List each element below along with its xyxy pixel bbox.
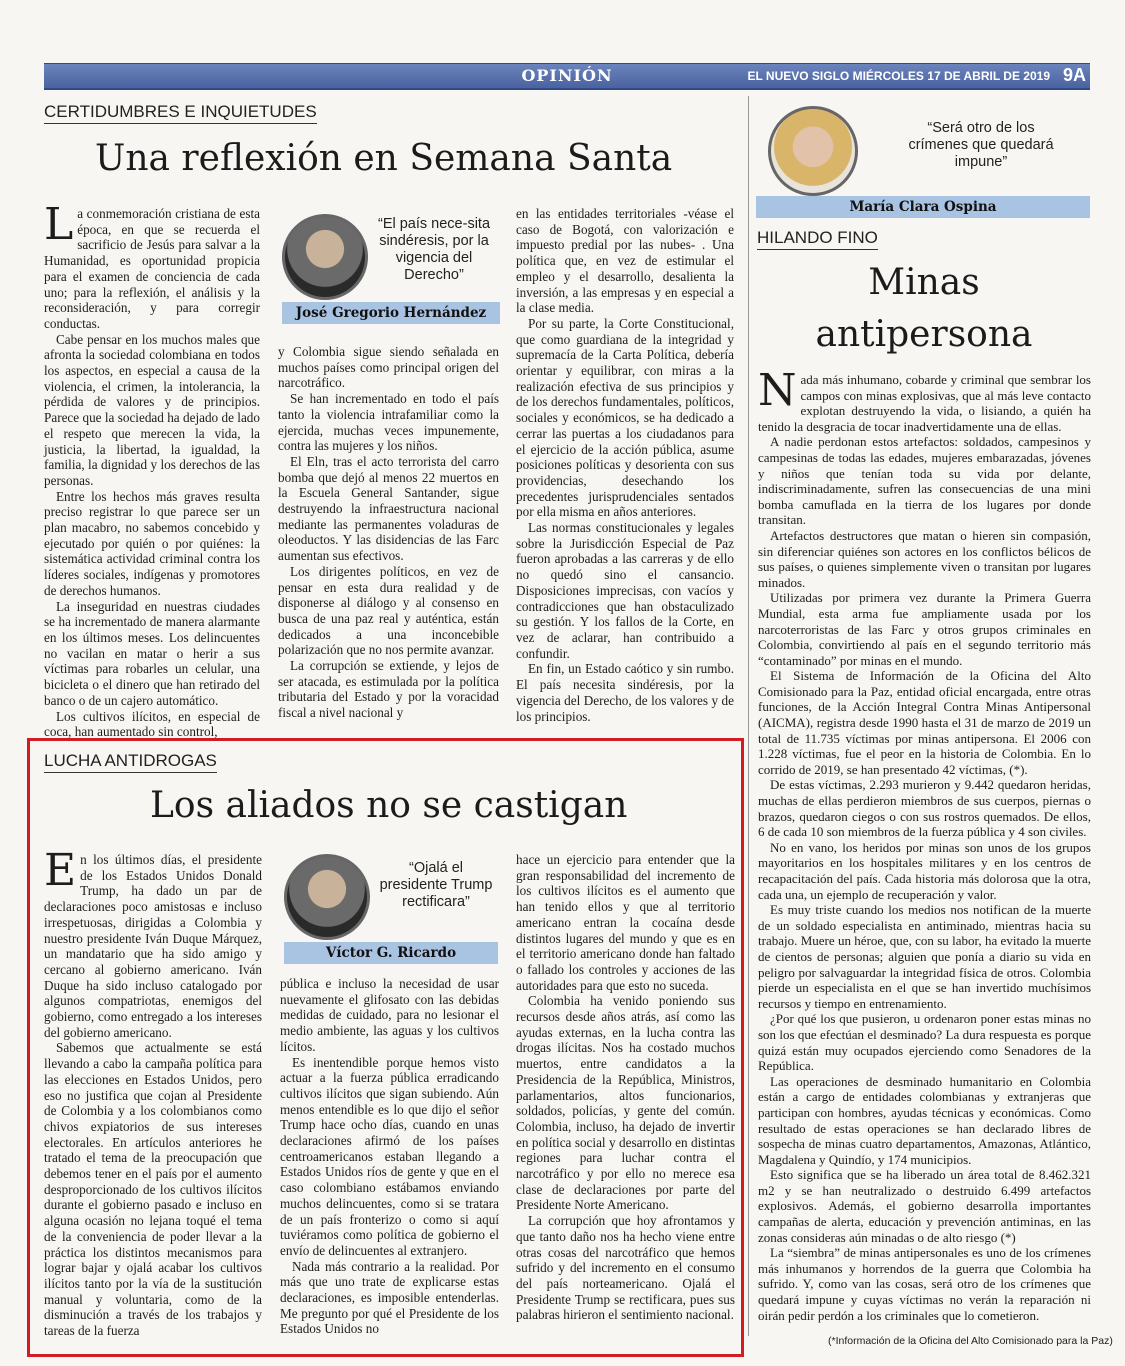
section-name: OPINIÓN — [521, 66, 613, 85]
article3-pull-quote: “Será otro de los crímenes que quedará impune” — [908, 120, 1054, 170]
article3-paragraph: Las operaciones de desminado humanitario en Colombia están a cargo de entidades colombianas y extranjeras que participan con hombres, ayudas técnicas y económicas. Como resultado de estas operaciones se han declarado libres de sospecha de minas cuatro departamentos, Amazonas, Atlántico, Magdalena y Quindío, y 174 municipios. — [758, 1073, 1091, 1167]
article2-column-1 — [44, 845, 262, 1348]
article1-pull-quote: “El país nece-sita sindéresis, por la vigencia del Derecho” — [377, 216, 491, 283]
page-number: 9A — [1062, 65, 1086, 85]
article1-paragraph: Entre los hechos más graves resulta preciso registrar lo que parece ser un plan macabro, no sabemos concebido y ejecutado por quién o por quiénes: la sistemática actividad criminal contra los líderes sociales, indígenas y promotores de derechos humanos. — [44, 488, 260, 598]
article3-kicker-wrap — [757, 228, 878, 250]
article3-dropcap: N — [758, 365, 797, 416]
article1-column-3 — [516, 206, 734, 728]
author-portrait — [768, 106, 858, 196]
article3-footnote: (*Información de la Oficina del Alto Comisionado para la Paz) — [828, 1335, 1113, 1347]
article1-paragraph: El Eln, tras el acto terrorista del carro bomba que dejó al menos 22 muertos en la Escuela General Santander, sigue destruyendo la infraestructura nacional mediante las permanentes voladuras de oleoductos. Y las disidencias de las Farc aumentan sus efectivos. — [278, 453, 499, 564]
article3-paragraph: Es muy triste cuando los medios nos notifican de la muerte de un soldado especialista en antiminado, mientras hacia su trabajo. Muere un héroe, que, con su labor, ha evitado la muerte de cientos de personas; alguien que ponía a diario su vida en peligro por salvaguardar la integridad física de otros. Colombia pierde un especialista en el que se han invertido muchísimos recursos y tiempo en entrenamiento. — [758, 902, 1091, 1011]
article3-author-name: María Clara Ospina — [756, 196, 1090, 218]
article1-author-box — [278, 206, 500, 326]
article2-author-box — [280, 848, 500, 964]
article1-kicker-wrap — [44, 102, 317, 124]
author-portrait — [284, 854, 370, 940]
article3-paragraph: ada más inhumano, cobarde y criminal que sembrar los campos con minas explosivas, que al más leve contacto explotan destruyendo la vida, o lisiando, a quién ha tenido la desgracia de tocar inadvertidamente una de ellas. — [758, 372, 1091, 434]
article2-paragraph: hace un ejercicio para entender que la gran responsabilidad del incremento de los cultivos ilícitos es el aumento que han tenido ellos y que al territorio americano entran la cocaína desde distintos lugares del mundo y que es en el territorio americano donde han faltado o fallado los controles y acciones de las autoridades para que esto no suceda. — [516, 852, 735, 993]
article3-paragraph: Esto significa que se ha liberado un área total de 8.462.321 m2 y se han neutralizado o destruido 6.499 artefactos explosivos. Además, el gobierno desarrolla importantes campañas de alerta, educación y prevención antiminas, en las zonas consideras aún minadas o de alto riesgo (*) — [758, 1167, 1091, 1245]
article3-paragraph: El Sistema de Información de la Oficina del Alto Comisionado para la Paz, entidad oficial encargada, entre otras funciones, de la Acción Integral Contra Minas Antipersonal (AICMA), registra desde 1990 hasta el 31 de marzo de 2019 un total de 11.735 víctimas por minas antipersona. El 2006 con 1.228 víctimas, fue el peor en la historia de Colombia. En lo corrido de 2019, se han presentado 42 víctimas, (*). — [758, 668, 1091, 777]
article3-author-box — [756, 100, 1092, 218]
article3-paragraph: Artefactos destructores que matan o hieren sin compasión, sin diferenciar quiénes son actores en los conflictos bélicos de sus países, o quienes simplemente viven o transitan por lugares minados. — [758, 527, 1091, 590]
article3-paragraph: ¿Por qué los que pusieron, u ordenaron poner estas minas no son los que efectúan el desminado? La dura respuesta es porque quizá están muy ocupados ejerciendo como Senadores de la República. — [758, 1011, 1091, 1074]
article1-author-name: José Gregorio Hernández — [282, 302, 500, 324]
article3-paragraph: De estas víctimas, 2.293 murieron y 9.442 quedaron heridas, muchas de ellas perdieron miembros de sus cuerpos, piernas o brazos, quedaron ciegos o con sus rostros quemados. De ellos, 6 de cada 10 son miembros de la fuerza pública y 4 son civiles. — [758, 777, 1091, 840]
article1-paragraph: La inseguridad en nuestras ciudades se ha incrementado de manera alarmante en los últimos meses. Los delincuentes no vacilan en matar o herir a sus víctimas para robarles un celular, una bicicleta o el dinero que han retirado del banco o de un cajero automático. — [44, 598, 260, 708]
article2-paragraph: pública e incluso la necesidad de usar nuevamente el glifosato con las debidas medidas de cuidado, para no lesionar el medio ambiente, las aguas y los cultivos lícitos. — [280, 976, 499, 1054]
article1-paragraph: Los cultivos ilícitos, en especial de coca, han aumentado sin control, — [44, 708, 260, 740]
article2-title: Los aliados no se castigan — [150, 785, 628, 826]
article1-column-2 — [278, 344, 499, 728]
article2-column-2 — [280, 976, 499, 1348]
article3-title-line-1: Minas — [868, 262, 980, 303]
author-portrait — [282, 214, 368, 300]
article1-paragraph: En fin, un Estado caótico y sin rumbo. El país necesita sindéresis, por la vigencia del Derecho, de los valores y de los principios. — [516, 661, 734, 724]
article2-paragraph: Colombia ha venido poniendo sus recursos desde años atrás, así como las ayudas externas, en la lucha contra las drogas ilícitas. Nos ha costado muchos muertos, entre candidatos a la Presidencia de la República, Ministros, parlamentarios, altos funcionarios, soldados, policías, y gente del común. Colombia, incluso, ha dejado de invertir en política social y desarrollo en distintas regiones para luchar contra el narcotráfico y por ello no merece esa clase de declaraciones por parte del Presidente Norte Americano. — [516, 993, 735, 1213]
article3-title-line-2: antipersona — [815, 314, 1033, 355]
article3-kicker: HILANDO FINO — [757, 228, 878, 250]
column-divider — [748, 96, 749, 1336]
article3-paragraph: A nadie perdonan estos artefactos: soldados, campesinos y campesinas de todas las edades, mujeres embarazadas, jóvenes y niños que tenían toda su vida por delante, indiscriminadamente, sufren las consecuencias de una mini bomba camuflada en la tierra de los lugares por donde transitan. — [758, 434, 1091, 528]
article2-paragraph: Es inentendible porque hemos visto actuar a la fuerza pública erradicando cultivos ilícitos que sigan subiendo. Aún menos entendible es lo que dijo el señor Trump hace ocho días, cuando en unas declaraciones afirmó de los países centroamericanos estaban llegando a Estados Unidos ríos de gente y que en el caso colombiano estábamos enviando muchos delincuentes, como si se tratara de un país fronterizo o como si aquí tuviéramos como política de gobierno el envío de delincuentes al extranjero. — [280, 1054, 499, 1258]
article1-column-1 — [44, 199, 260, 740]
article2-dropcap: E — [44, 845, 77, 896]
article1-paragraph: Se han incrementado en todo el país tanto la violencia intrafamiliar como la ejercida, muchas veces impunemente, contra las mujeres y los niños. — [278, 391, 499, 454]
article1-paragraph: La corrupción se extiende, y lejos de ser atacada, es estimulada por la política tributaria del Estado y por la voracidad fiscal a nivel nacional y — [278, 658, 499, 721]
publication-date: EL NUEVO SIGLO MIÉRCOLES 17 DE ABRIL DE 2019 — [747, 69, 1050, 83]
article1-paragraph: Por su parte, la Corte Constitucional, que como guardiana de la integridad y supremacía de la Carta Política, debería orientar y equilibrar, con miras a la realización efectiva de sus principios y de los derechos fundamentales, políticos, sociales y económicos, se ha dedicado a cerrar las puertas a los ciudadanos para el ejercicio de la acción pública, asume posiciones políticas y desorienta con sus providencias, desechando los precedentes jurisprudenciales sentados por ella misma en años anteriores. — [516, 315, 734, 520]
section-header-band — [44, 63, 1090, 90]
article1-kicker: CERTIDUMBRES E INQUIETUDES — [44, 102, 317, 124]
article3-paragraph: La “siembra” de minas antipersonales es uno de los crímenes más inhumanos y horrendos de la guerra que Colombia ha sufrido. Y, como van las cosas, será otro de los crímenes que quedará impune y cuyas víctimas no verán la reparación ni oirán pedir perdón a los criminales que lo cometieron. — [758, 1245, 1091, 1323]
article2-paragraph: Sabemos que actualmente se está llevando a cabo la campaña política para las elecciones en Estados Unidos, pero eso no justifica que cojan al Presidente de Colombia y a los colombianos como chivos expiatorios de sus intereses electorales. En artículos anteriores he tratado el tema de la preocupación que debemos tener en el país por el aumento desproporcionado de los cultivos ilícitos durante el gobierno pasado e incluso en alguna ocasión no lejana toqué el tema de la conveniencia de poder llevar a la práctica los distintos mecanismos para lograr bajar y ojalá acabar los cultivos ilícitos tanto por la vía de la sustitución manual y voluntaria, como de la disminución a través de los trabajos y tareas de la fuerza — [44, 1040, 262, 1339]
article1-dropcap: L — [44, 199, 74, 250]
article2-kicker-wrap — [44, 751, 217, 773]
article1-paragraph: Cabe pensar en los muchos males que afronta la sociedad colombiana en todos los aspectos, en especial a causa de la violencia, el crimen, la intolerancia, la pérdida de valores y de principios. Parece que la sociedad ha dejado de lado el respeto que merecen la vida, la justicia, la libertad, la igualdad, la familia, la dignidad y los derechos de las personas. — [44, 331, 260, 488]
article1-paragraph: Los dirigentes políticos, en vez de pensar en esta dura realidad y de disponerse al diálogo y al consenso en busca de una paz real y auténtica, están dedicados a una inconcebible polarización que no nos permite avanzar. — [278, 563, 499, 658]
article2-paragraph: Nada más contrario a la realidad. Por más que uno trate de explicarse estas declaraciones, es imposible entenderlas. Me pregunto por qué el Presidente de los Estados Unidos no — [280, 1258, 499, 1337]
article2-pull-quote: “Ojalá el presidente Trump rectificara” — [379, 860, 493, 910]
article1-paragraph: a conmemoración cristiana de esta época, en que se recuerda el sacrificio de Jesús para salvar a la Humanidad, es oportunidad propicia para el examen de conciencia de cada uno; para la reflexión, el análisis y la reconsideración, y para corregir conductas. — [44, 206, 260, 331]
article2-author-name: Víctor G. Ricardo — [284, 942, 498, 964]
article1-paragraph: Las normas constitucionales y legales sobre la Jurisdicción Especial de Paz fueron aprobadas a las carreras y de ello no quedó sino el cansancio. Disposiciones imprecisas, con vacíos y contradicciones que han obstaculizado su gestión. Y los fallos de la Corte, en vez de aclarar, han contribuido a confundir. — [516, 520, 734, 661]
article3-column — [758, 365, 1091, 1332]
article1-paragraph: y Colombia sigue siendo señalada en muchos países como principal origen del narcotráfico. — [278, 344, 499, 391]
article2-paragraph: La corrupción que hoy afrontamos y que tanto daño nos ha hecho viene entre otras cosas del narcotráfico que hemos sufrido y del incremento en el consumo del país norteamericano. Ojalá el Presidente Trump se rectificara, pues sus palabras hirieron el sentimiento nacional. — [516, 1213, 735, 1323]
article2-paragraph: n los últimos días, el presidente de los Estados Unidos Donald Trump, ha dado un par de declaraciones poco amistosas e incluso irrespetuosas, dirigidas a Colombia y nuestro presidente Iván Duque Márquez, un mandatario que ha sido amigo y cercano al gobierno americano. Iván Duque ha sido incluso catalogado por algunos compatriotas, enemigos del gobierno, como entregado a los intereses del gobierno americano. — [44, 852, 262, 1040]
article2-column-3 — [516, 852, 735, 1348]
article3-paragraph: No en vano, los heridos por minas son unos de los grupos mayoritarios en los hospitales militares y en los centros de recapacitación del país. Cada historia más dolorosa que la otra, cada una, un ejemplo de recuperación y valor. — [758, 839, 1091, 902]
article1-paragraph: en las entidades territoriales -véase el caso de Bogotá, con valorización e impuesto predial por las nubes- . Una política que, en vez de estimular el empleo y el desarrollo, desalienta la inversión, a las empresas y en especial a la clase media. — [516, 206, 734, 316]
article3-paragraph: Utilizadas por primera vez durante la Primera Guerra Mundial, esta arma fue ampliamente usada por los narcoterroristas de las Farc y otros grupos criminales en Colombia, convirtiendo al país en el segundo territorio más “contaminado” por minas en el mundo. — [758, 590, 1091, 668]
article2-kicker: LUCHA ANTIDROGAS — [44, 751, 217, 773]
article1-title: Una reflexión en Semana Santa — [95, 138, 673, 179]
